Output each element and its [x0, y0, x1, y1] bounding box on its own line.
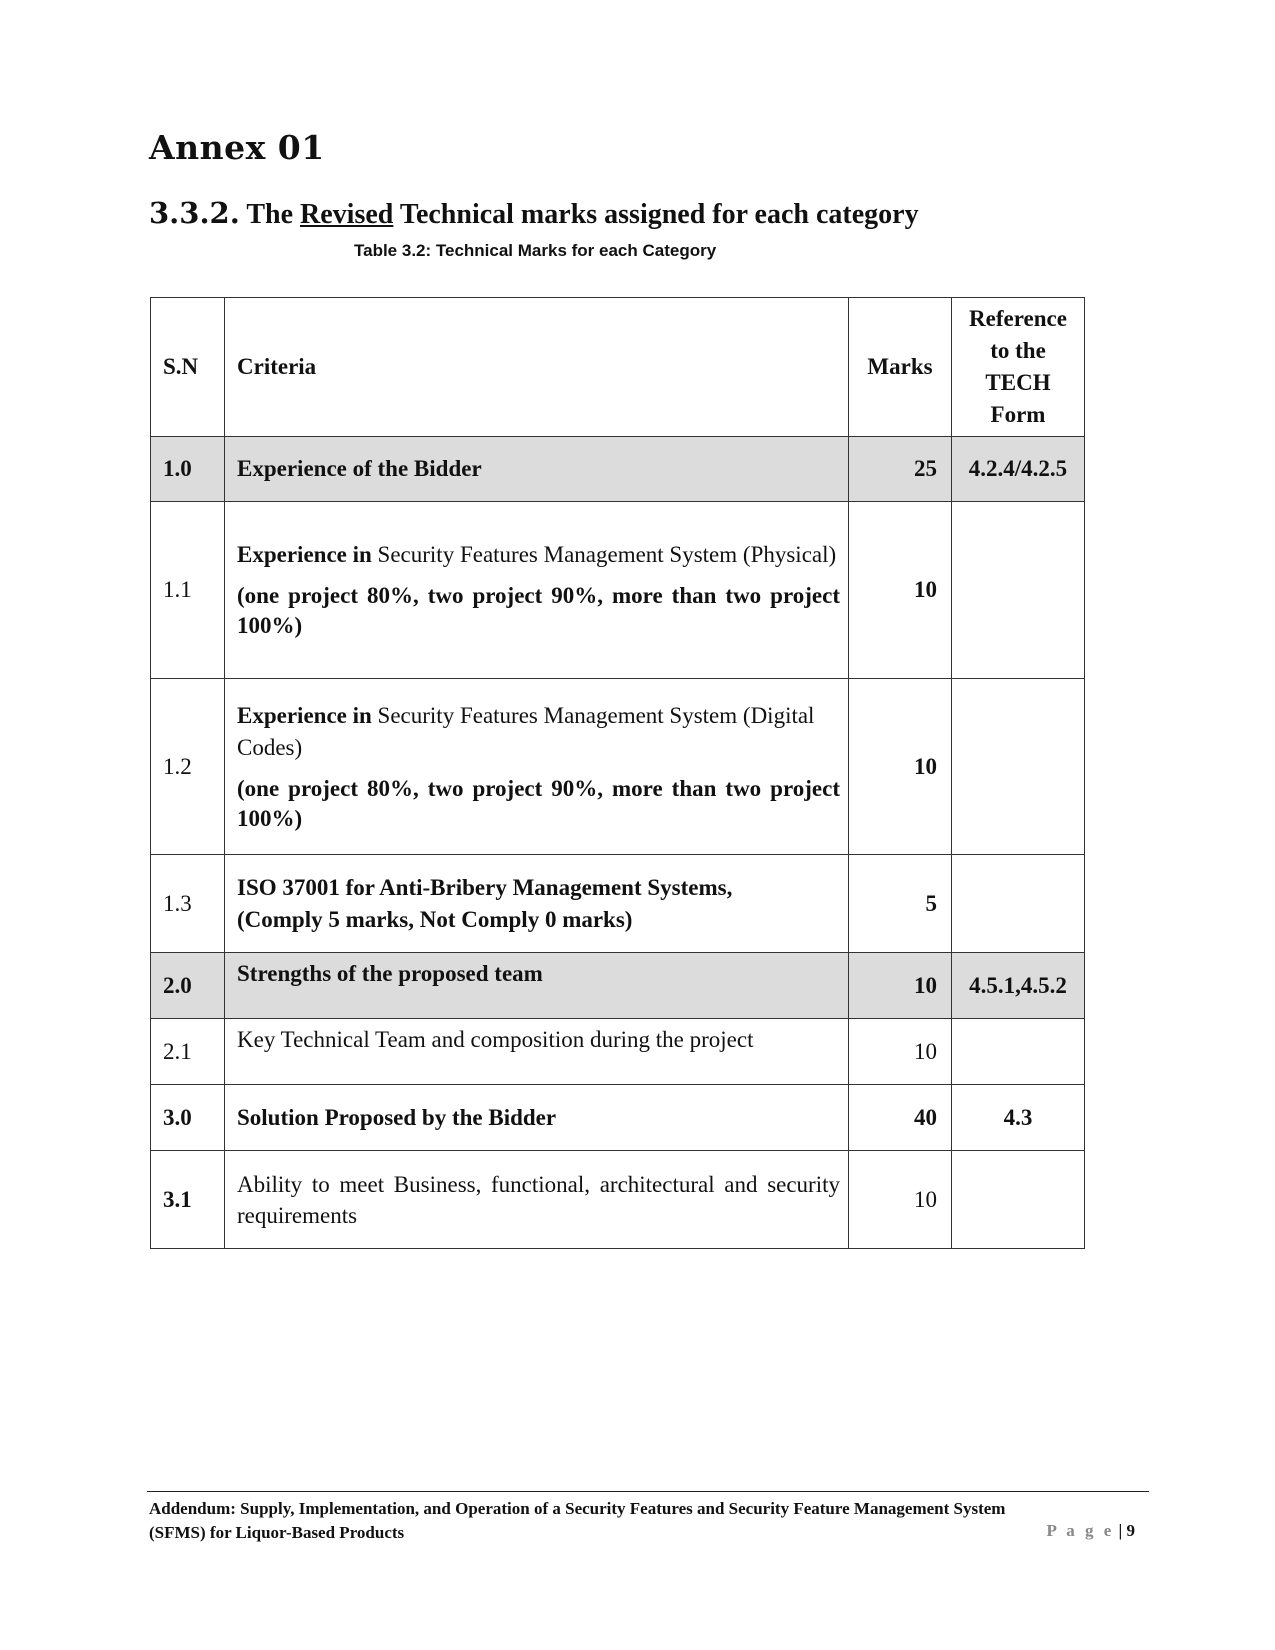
row-marks: 10: [849, 1151, 952, 1249]
row-marks: 5: [849, 855, 952, 953]
row-criteria-scoring: (one project 80%, two project 90%, more than two project 100%): [237, 583, 840, 638]
header-reference-line4: Form: [990, 402, 1046, 427]
footer-line1: Addendum: Supply, Implementation, and Operation of a Security Features and Security Feature Management System: [149, 1499, 1006, 1518]
row-criteria-scoring: (one project 80%, two project 90%, more than two project 100%): [237, 775, 840, 831]
row-criteria: Strengths of the proposed team: [225, 953, 849, 1019]
row-reference: [952, 1019, 1085, 1085]
table-row-category: [151, 437, 1085, 502]
section-title-post: Technical marks assigned for each category: [399, 199, 919, 230]
row-marks: 25: [849, 437, 952, 502]
row-criteria: Experience of the Bidder: [225, 437, 849, 502]
page-number-value: 9: [1126, 1521, 1135, 1540]
row-reference: 4.3: [952, 1085, 1085, 1151]
row-marks: 10: [849, 1019, 952, 1085]
row-criteria: Solution Proposed by the Bidder: [225, 1085, 849, 1151]
row-marks: 40: [849, 1085, 952, 1151]
row-criteria-line1: ISO 37001 for Anti-Bribery Management Systems,: [237, 874, 733, 900]
table-row: [151, 502, 1085, 679]
row-sn: 3.0: [151, 1085, 225, 1151]
header-sn: S.N: [151, 298, 225, 437]
row-criteria-lead: Experience in: [237, 702, 372, 728]
row-reference: [952, 502, 1085, 679]
footer-divider: [147, 1491, 1149, 1492]
row-criteria-rest: Security Features Management System (Physical): [377, 542, 837, 567]
row-sn: 2.0: [151, 953, 225, 1019]
row-reference: [952, 679, 1085, 855]
header-reference-line1: Reference: [969, 306, 1067, 331]
footer-line2: (SFMS) for Liquor-Based Products: [149, 1523, 405, 1542]
page-separator: |: [1118, 1521, 1123, 1540]
row-criteria-line2: (Comply 5 marks, Not Comply 0 marks): [237, 906, 633, 932]
page-number: [1047, 1521, 1136, 1541]
table-row: [151, 1019, 1085, 1085]
row-criteria-rest: Security Features Management System (Digital Codes): [237, 702, 815, 760]
row-sn: 1.3: [151, 855, 225, 953]
header-marks: Marks: [849, 298, 952, 437]
table-caption: Table 3.2: Technical Marks for each Category: [354, 241, 717, 260]
row-criteria: [225, 679, 849, 855]
table-row-category: [151, 953, 1085, 1019]
row-sn: 3.1: [151, 1151, 225, 1249]
header-reference-line2: to the: [990, 338, 1046, 363]
annex-title: Annex 01: [149, 128, 325, 167]
section-title-revised: Revised: [300, 199, 394, 230]
row-criteria: [225, 1151, 849, 1249]
row-sn: 1.0: [151, 437, 225, 502]
row-sn: 2.1: [151, 1019, 225, 1085]
row-criteria: [225, 855, 849, 953]
row-criteria-text: Ability to meet Business, functional, architectural and security requirements: [237, 1171, 840, 1228]
row-reference: [952, 855, 1085, 953]
row-reference: 4.2.4/4.2.5: [952, 437, 1085, 502]
header-criteria: Criteria: [225, 298, 849, 437]
row-sn: 1.2: [151, 679, 225, 855]
section-heading: [149, 196, 919, 231]
row-sn: 1.1: [151, 502, 225, 679]
section-number: 3.3.2.: [149, 196, 240, 230]
row-criteria-title: [237, 539, 840, 571]
row-criteria: Key Technical Team and composition during the project: [225, 1019, 849, 1085]
row-marks: 10: [849, 953, 952, 1019]
row-reference: [952, 1151, 1085, 1249]
row-criteria-lead: Experience in: [237, 542, 372, 567]
technical-marks-table: [150, 297, 1085, 1249]
header-reference-line3: TECH: [985, 370, 1051, 395]
page-label: P a g e: [1046, 1521, 1115, 1540]
section-title-pre: The: [246, 199, 294, 230]
table-header-row: [151, 298, 1085, 437]
table-row: [151, 855, 1085, 953]
row-criteria-title: [237, 700, 840, 764]
table-row: [151, 679, 1085, 855]
row-reference: 4.5.1,4.5.2: [952, 953, 1085, 1019]
table-row: [151, 1151, 1085, 1249]
row-marks: 10: [849, 502, 952, 679]
row-marks: 10: [849, 679, 952, 855]
page-footer: [149, 1497, 1134, 1545]
header-reference: [952, 298, 1085, 437]
table-row: [151, 1085, 1085, 1151]
row-criteria: [225, 502, 849, 679]
